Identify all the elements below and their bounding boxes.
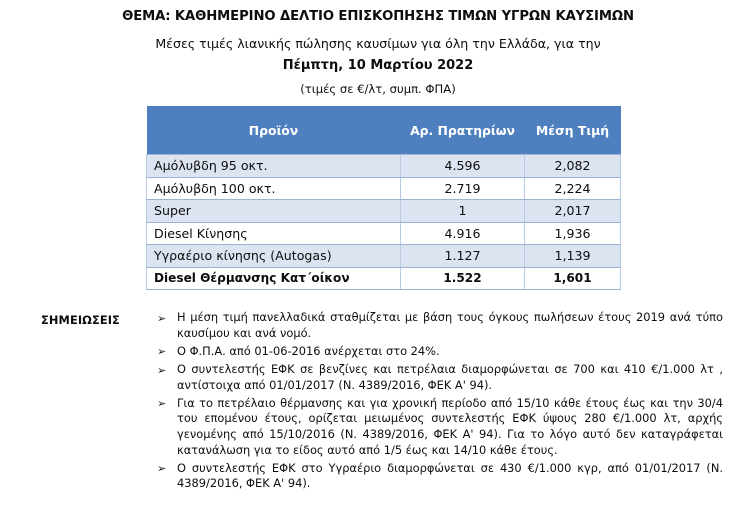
cell-stations: 4.916 <box>401 222 525 245</box>
column-header-product: Προϊόν <box>147 106 401 155</box>
arrow-bullet-icon: ➢ <box>157 345 167 359</box>
cell-product: Αμόλυβδη 95 οκτ. <box>147 155 401 178</box>
list-item <box>157 344 723 360</box>
note-text: Για το πετρέλαιο θέρμανσης και για χρονική περίοδο από 15/10 κάθε έτους έως και την 30/4 του επομένου έτους, ορίζεται μειωμένος συντελεστής ΕΦΚ ύψους 280 €/1.000 λτ, αρχής γενομένης από 15/10/2016 (Ν. 4389/2016, ΦΕΚ Α' 94). Για το λόγο αυτό δεν καταγράφεται κατανάλωση για το είδος αυτό από 1/5 έως και 14/10 κάθε έτους. <box>177 395 723 457</box>
notes-label: ΣΗΜΕΙΩΣΕΙΣ <box>41 313 120 327</box>
table-header-row <box>147 106 621 155</box>
table-row <box>147 200 621 223</box>
list-item <box>157 396 723 458</box>
notes-list <box>157 310 723 494</box>
cell-product: Super <box>147 200 401 223</box>
table-body <box>147 155 621 290</box>
cell-stations: 1.127 <box>401 245 525 268</box>
note-text: Η μέση τιμή πανελλαδικά σταθμίζεται με βάση τους όγκους πωλήσεων έτους 2019 ανά τύπο καυσίμου και ανά νομό. <box>177 310 723 340</box>
arrow-bullet-icon: ➢ <box>157 397 167 411</box>
document-units-note: (τιμές σε €/λτ, συμπ. ΦΠΑ) <box>300 82 456 97</box>
cell-product: Diesel Θέρμανσης Κατ΄οίκον <box>147 267 401 290</box>
cell-product: Αμόλυβδη 100 οκτ. <box>147 177 401 200</box>
price-table-container <box>146 106 620 290</box>
arrow-bullet-icon: ➢ <box>157 462 167 476</box>
cell-price: 2,082 <box>525 155 621 178</box>
cell-stations: 4.596 <box>401 155 525 178</box>
cell-product: Υγραέριο κίνησης (Autogas) <box>147 245 401 268</box>
table-row <box>147 245 621 268</box>
note-text: Ο Φ.Π.Α. από 01-06-2016 ανέρχεται στο 24%. <box>177 343 440 358</box>
column-header-stations: Αρ. Πρατηρίων <box>401 106 525 155</box>
cell-stations: 2.719 <box>401 177 525 200</box>
cell-price: 1,601 <box>525 267 621 290</box>
list-item <box>157 310 723 341</box>
table-row <box>147 222 621 245</box>
cell-price: 1,936 <box>525 222 621 245</box>
column-header-price: Μέση Τιμή <box>525 106 621 155</box>
note-text: Ο συντελεστής ΕΦΚ σε βενζίνες και πετρέλαια διαμορφώνεται σε 700 και 410 €/1.000 λτ , αντίστοιχα από 01/01/2017 (Ν. 4389/2016, ΦΕΚ Α' 94). <box>177 362 723 392</box>
fuel-price-table <box>146 106 621 290</box>
arrow-bullet-icon: ➢ <box>157 363 167 377</box>
cell-price: 2,017 <box>525 200 621 223</box>
arrow-bullet-icon: ➢ <box>157 311 167 325</box>
cell-price: 1,139 <box>525 245 621 268</box>
cell-price: 2,224 <box>525 177 621 200</box>
document-header <box>0 0 756 97</box>
cell-product: Diesel Κίνησης <box>147 222 401 245</box>
cell-stations: 1.522 <box>401 267 525 290</box>
note-text: Ο συντελεστής ΕΦΚ στο Υγραέριο διαμορφώνεται σε 430 €/1.000 κγρ, από 01/01/2017 (Ν. 4389/2016, ΦΕΚ Α' 94). <box>177 460 723 491</box>
table-row <box>147 155 621 178</box>
document-date: Πέμπτη, 10 Μαρτίου 2022 <box>282 58 474 74</box>
document-subtitle: Μέσες τιμές λιανικής πώλησης καυσίμων για όλη την Ελλάδα, για την <box>155 35 601 51</box>
list-item <box>157 461 723 492</box>
table-row <box>147 267 621 290</box>
list-item <box>157 362 723 393</box>
table-header <box>147 106 621 155</box>
table-row <box>147 177 621 200</box>
cell-stations: 1 <box>401 200 525 223</box>
page-title: ΘΕΜΑ: ΚΑΘΗΜΕΡΙΝΟ ΔΕΛΤΙΟ ΕΠΙΣΚΟΠΗΣΗΣ ΤΙΜΩΝ ΥΓΡΩΝ ΚΑΥΣΙΜΩΝ <box>122 9 634 24</box>
